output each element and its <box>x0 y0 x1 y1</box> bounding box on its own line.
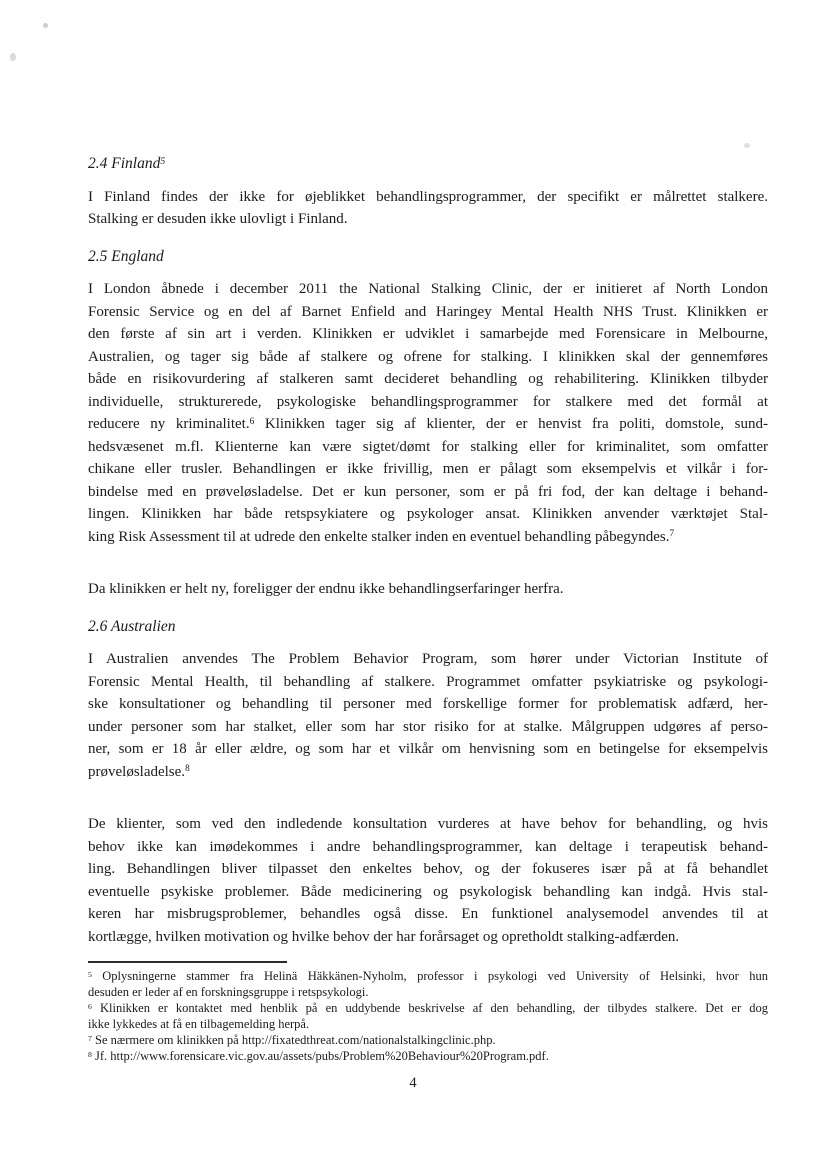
section-heading-australien <box>88 616 768 639</box>
footnote-ref: 6 <box>249 416 255 427</box>
text-line: $^7$ Se nærmere om klinikken på http://fixatedthreat.com/nationalstalkingclinic.php. <box>88 1033 496 1047</box>
footnote-ref: 8 <box>88 1049 92 1059</box>
scan-speck <box>43 23 48 28</box>
text-line: I Australien anvendes The Problem Behavior Program, som hører under Victorian Institute of <box>88 651 768 667</box>
heading-text: 2.5 England <box>88 247 164 265</box>
paragraph-england-2 <box>88 578 768 601</box>
paragraph-australien-1 <box>88 648 768 783</box>
text-line: chikane eller trusler. Behandlingen er ikke frivillig, men er pålagt som eksempelvis et vilkår i for- <box>88 461 768 477</box>
footnote-ref: 5 <box>160 155 166 167</box>
text-line: ner, som er 18 år eller ældre, og som har et vilkår om henvisning som en betingelse for eksempelvis <box>88 741 768 757</box>
footnotes-block <box>88 968 768 1064</box>
text-line: hedsvæsenet m.fl. Klienterne kan være sigtet/dømt for stalking eller for kriminalitet, som omfatter <box>88 438 768 455</box>
text-line: både en risikovurdering af stalkeren samt decideret behandling og rehabilitering. Klinikken tilbyder <box>88 371 768 387</box>
text-line: ske konsultationer og behandling til personer med forskellige former for problematisk adfærd, her- <box>88 696 768 712</box>
footnote-ref: 5 <box>88 969 92 979</box>
text-line: prøveløsladelse.$^8$ <box>88 763 190 780</box>
section-heading-england <box>88 246 768 269</box>
text-line: ling. Behandlingen bliver tilpasset den enkeltes behov, og der fokuseres især på at få behandlet <box>88 861 768 877</box>
paragraph-australien-2 <box>88 813 768 948</box>
text-line: Forensic Service og en del af Barnet Enfield and Haringey Mental Health NHS Trust. Klinikken er <box>88 303 768 320</box>
text-line: I Finland findes der ikke for øjeblikket behandlingsprogrammer, der specifikt er målrettet stalkere. <box>88 188 768 205</box>
text-line: individuelle, strukturerede, psykologiske behandlingsprogrammer for stalkere med det formål at <box>88 393 768 410</box>
text-line: king Risk Assessment til at udrede den enkelte stalker inden en eventuel behandling påbegyndes.$^7$ <box>88 528 675 545</box>
text-line: $^8$ Jf. http://www.forensicare.vic.gov.au/assets/pubs/Problem%20Behaviour%20Program.pdf. <box>88 1049 549 1063</box>
text-line: $^6$ Klinikken er kontaktet med henblik på en uddybende beskrivelse af den behandling, der tilbydes stalkere. Det er dog <box>88 1001 768 1015</box>
footnote-5 <box>88 968 768 1000</box>
text-line: $^5$ Oplysningerne stammer fra Helinä Häkkänen-Nyholm, professor i psykologi ved University of Helsinki, hvor hun <box>88 969 768 983</box>
page-number: 4 <box>409 1075 417 1091</box>
section-heading-finland <box>88 153 768 176</box>
text-line: Forensic Mental Health, til behandling af stalkere. Programmet omfatter psykiatriske og psykologi- <box>88 673 768 690</box>
footnote-ref: 7 <box>669 529 675 540</box>
scan-speck <box>10 53 16 61</box>
text-line: Australien, og tager sig både af stalkere og ofrene for stalking. I klinikken skal der gennemføres <box>88 348 768 365</box>
heading-text: 2.6 Australien <box>88 617 176 635</box>
text-line: desuden er leder af en forskningsgruppe i retspsykologi. <box>88 985 369 999</box>
footnote-8 <box>88 1048 768 1064</box>
page-content <box>88 153 768 1064</box>
scan-speck <box>744 143 750 148</box>
paragraph-finland <box>88 186 768 231</box>
text-line: den første af sin art i verden. Klinikken er udviklet i samarbejde med Forensicare in Melbourne, <box>88 326 768 342</box>
text-line: bindelse med en prøveløsladelse. Det er kun personer, som er på fri fod, der kan deltage i behand- <box>88 483 768 500</box>
text-line: keren har misbrugsproblemer, behandles også disse. En funktionel analysemodel anvendes til at <box>88 906 768 922</box>
footnote-ref: 7 <box>88 1033 92 1043</box>
footnote-ref: 8 <box>185 764 190 775</box>
footnote-separator <box>88 961 287 963</box>
footnote-ref: 6 <box>88 1001 92 1011</box>
text-line: under personer som har stalket, eller som har stor risiko for at stalke. Målgruppen udgøres af perso- <box>88 718 768 735</box>
text-line: kortlægge, hvilken motivation og hvilke behov der har forårsaget og opretholdt stalking-adfærden. <box>88 928 680 945</box>
text-line: Stalking er desuden ikke ulovligt i Finland. <box>88 211 348 227</box>
text-line: De klienter, som ved den indledende konsultation vurderes at have behov for behandling, og hvis <box>88 816 768 832</box>
text-line: ikke lykkedes at få en tilbagemelding herpå. <box>88 1017 310 1031</box>
footnote-7 <box>88 1032 768 1048</box>
text-line: behov ikke kan imødekommes i andre behandlingsprogrammer, kan deltage i terapeutisk behand- <box>88 838 768 855</box>
text-line: reducere ny kriminalitet.$^6$ Klinikken tager sig af klienter, der er henvist fra politi, domstole, sund- <box>88 416 769 432</box>
footnote-6 <box>88 1000 768 1032</box>
text-line: I London åbnede i december 2011 the National Stalking Clinic, der er initieret af North London <box>88 281 768 297</box>
paragraph-england-1 <box>88 278 768 548</box>
text-line: eventuelle psykiske problemer. Både medicinering og psykologisk behandling kan indgå. Hvis stal- <box>88 883 768 900</box>
text-line: Da klinikken er helt ny, foreligger der endnu ikke behandlingserfaringer herfra. <box>88 581 564 597</box>
heading-text: 2.4 Finland <box>88 155 161 172</box>
text-line: lingen. Klinikken har både retspsykiatere og psykologer ansat. Klinikken anvender værktøjet Stal- <box>88 506 768 522</box>
